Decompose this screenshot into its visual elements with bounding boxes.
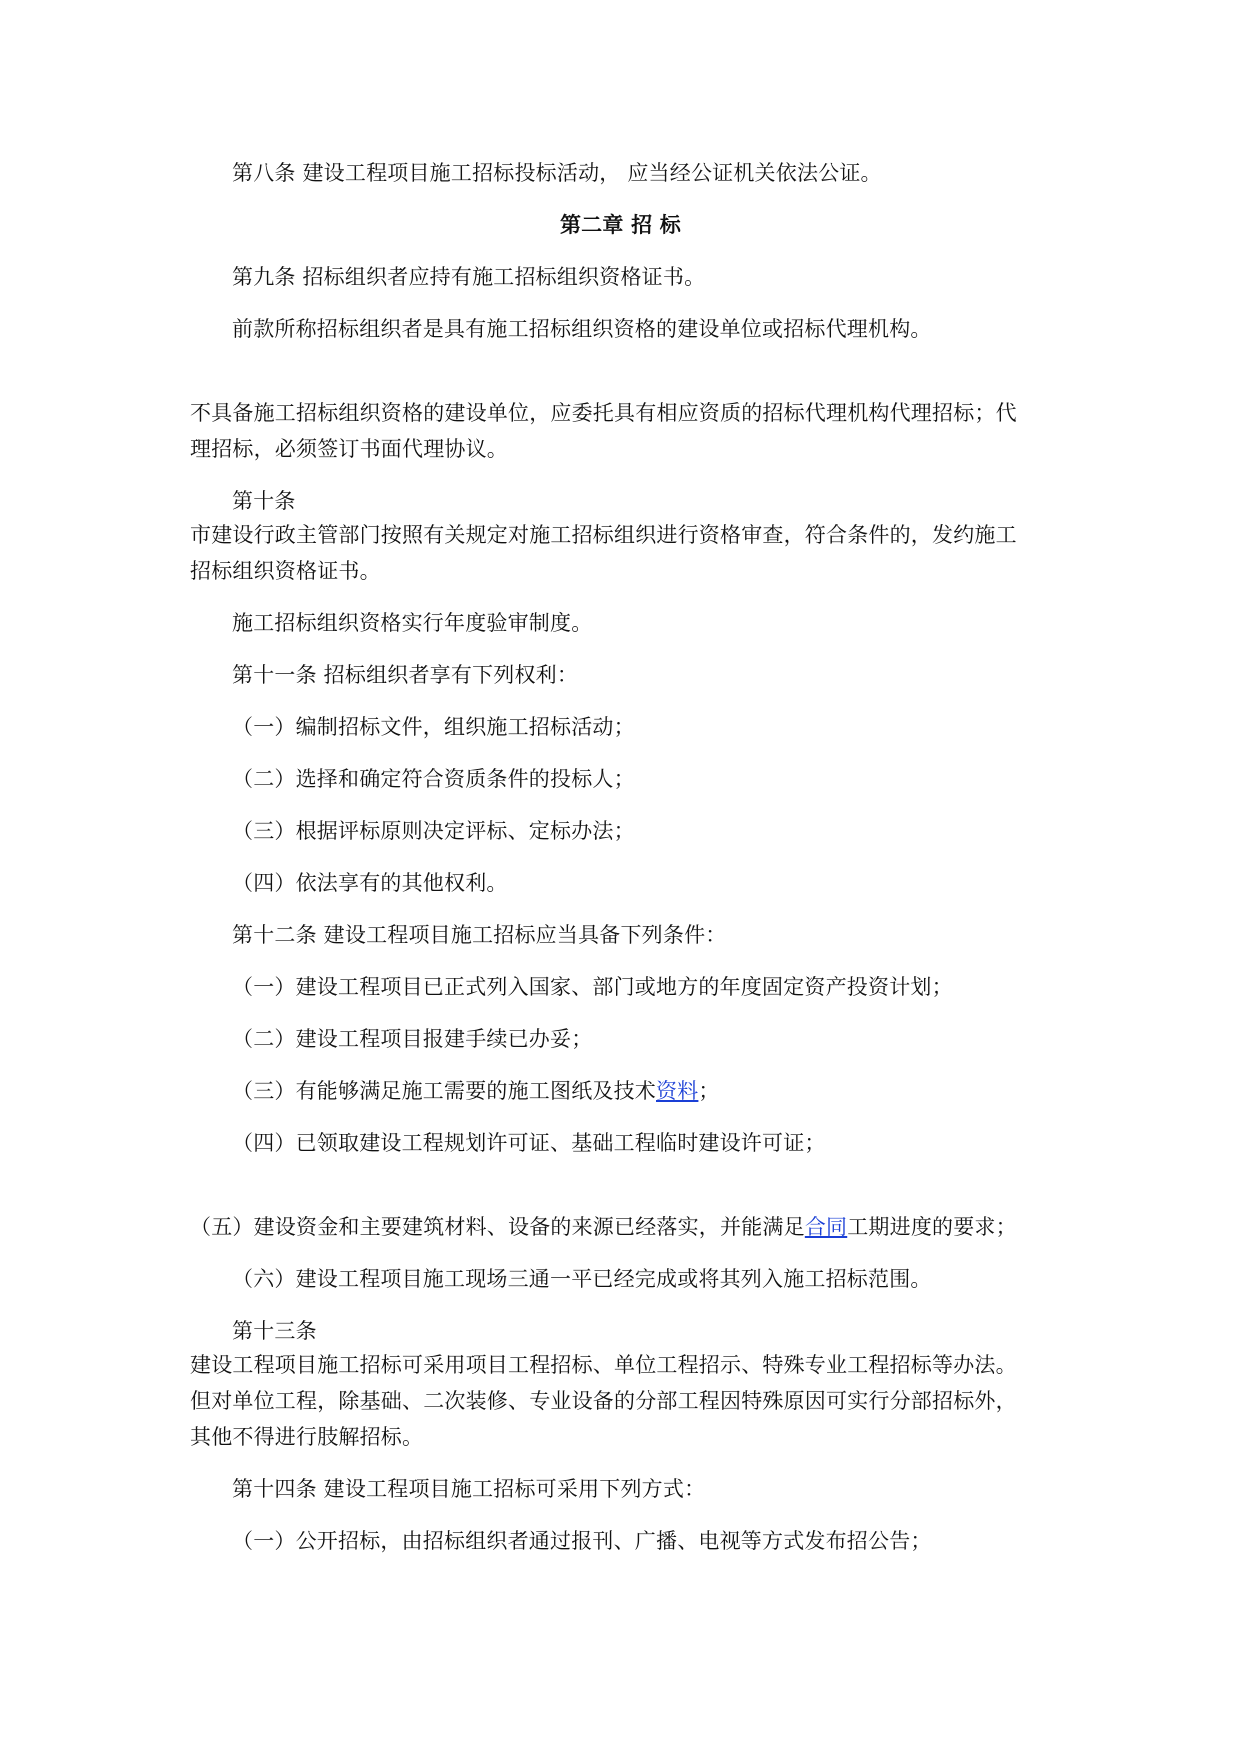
article-11-item-4: （四）依法享有的其他权利。 — [232, 871, 508, 895]
article-12-item-3-end: ； — [698, 1079, 720, 1103]
article-12-item-4: （四）已领取建设工程规划许可证、基础工程临时建设许可证； — [232, 1131, 826, 1155]
article-12-item-2: （二）建设工程项目报建手续已办妥； — [232, 1027, 593, 1051]
article-9-paragraph-2-line-1: 不具备施工招标组织资格的建设单位，应委托具有相应资质的招标代理机构代理招标；代 — [190, 401, 1017, 425]
article-12-item-6: （六）建设工程项目施工现场三通一平已经完成或将其列入施工招标范围。 — [232, 1267, 932, 1291]
article-12-item-5-end: 工期进度的要求； — [847, 1215, 1017, 1239]
article-11-item-3: （三）根据评标原则决定评标、定标办法； — [232, 819, 635, 843]
article-12-item-5 — [190, 1212, 1017, 1242]
article-9-paragraph-2-line-2: 理招标，必须签订书面代理协议。 — [190, 437, 508, 461]
article-10-paragraph: 施工招标组织资格实行年度验审制度。 — [232, 611, 593, 635]
link-ziliao[interactable]: 资料 — [656, 1079, 699, 1103]
article-12-item-1: （一）建设工程项目已正式列入国家、部门或地方的年度固定资产投资计划； — [232, 975, 953, 999]
article-11-item-1: （一）编制招标文件，组织施工招标活动； — [232, 715, 635, 739]
article-11-item-2: （二）选择和确定符合资质条件的投标人； — [232, 767, 635, 791]
article-10-line-1: 市建设行政主管部门按照有关规定对施工招标组织进行资格审查，符合条件的，发约施工 — [190, 523, 1017, 547]
article-12: 第十二条 建设工程项目施工招标应当具备下列条件： — [232, 923, 727, 947]
article-9: 第九条 招标组织者应持有施工招标组织资格证书。 — [232, 265, 706, 289]
article-11: 第十一条 招标组织者享有下列权利： — [232, 663, 579, 687]
article-12-item-3-text: （三）有能够满足施工需要的施工图纸及技术 — [232, 1079, 656, 1103]
article-13-line-3: 其他不得进行肢解招标。 — [190, 1425, 424, 1449]
article-13-line-2: 但对单位工程，除基础、二次装修、专业设备的分部工程因特殊原因可实行分部招标外， — [190, 1389, 1017, 1413]
article-9-paragraph: 前款所称招标组织者是具有施工招标组织资格的建设单位或招标代理机构。 — [232, 317, 932, 341]
article-8: 第八条 建设工程项目施工招标投标活动， 应当经公证机关依法公证。 — [232, 161, 882, 185]
article-12-item-5-text: （五）建设资金和主要建筑材料、设备的来源已经落实，并能满足 — [190, 1215, 805, 1239]
link-hetong[interactable]: 合同 — [804, 1215, 848, 1239]
article-10-line-2: 招标组织资格证书。 — [190, 559, 381, 583]
article-12-item-3 — [232, 1076, 720, 1106]
article-13-line-1: 建设工程项目施工招标可采用项目工程招标、单位工程招示、特殊专业工程招标等办法。 — [190, 1353, 1017, 1377]
article-10-label: 第十条 — [232, 489, 296, 513]
article-14: 第十四条 建设工程项目施工招标可采用下列方式： — [232, 1477, 706, 1501]
article-14-item-1: （一）公开招标，由招标组织者通过报刊、广播、电视等方式发布招公告； — [232, 1529, 932, 1553]
chapter-heading: 第二章 招 标 — [559, 213, 682, 237]
article-13-label: 第十三条 — [232, 1319, 317, 1343]
